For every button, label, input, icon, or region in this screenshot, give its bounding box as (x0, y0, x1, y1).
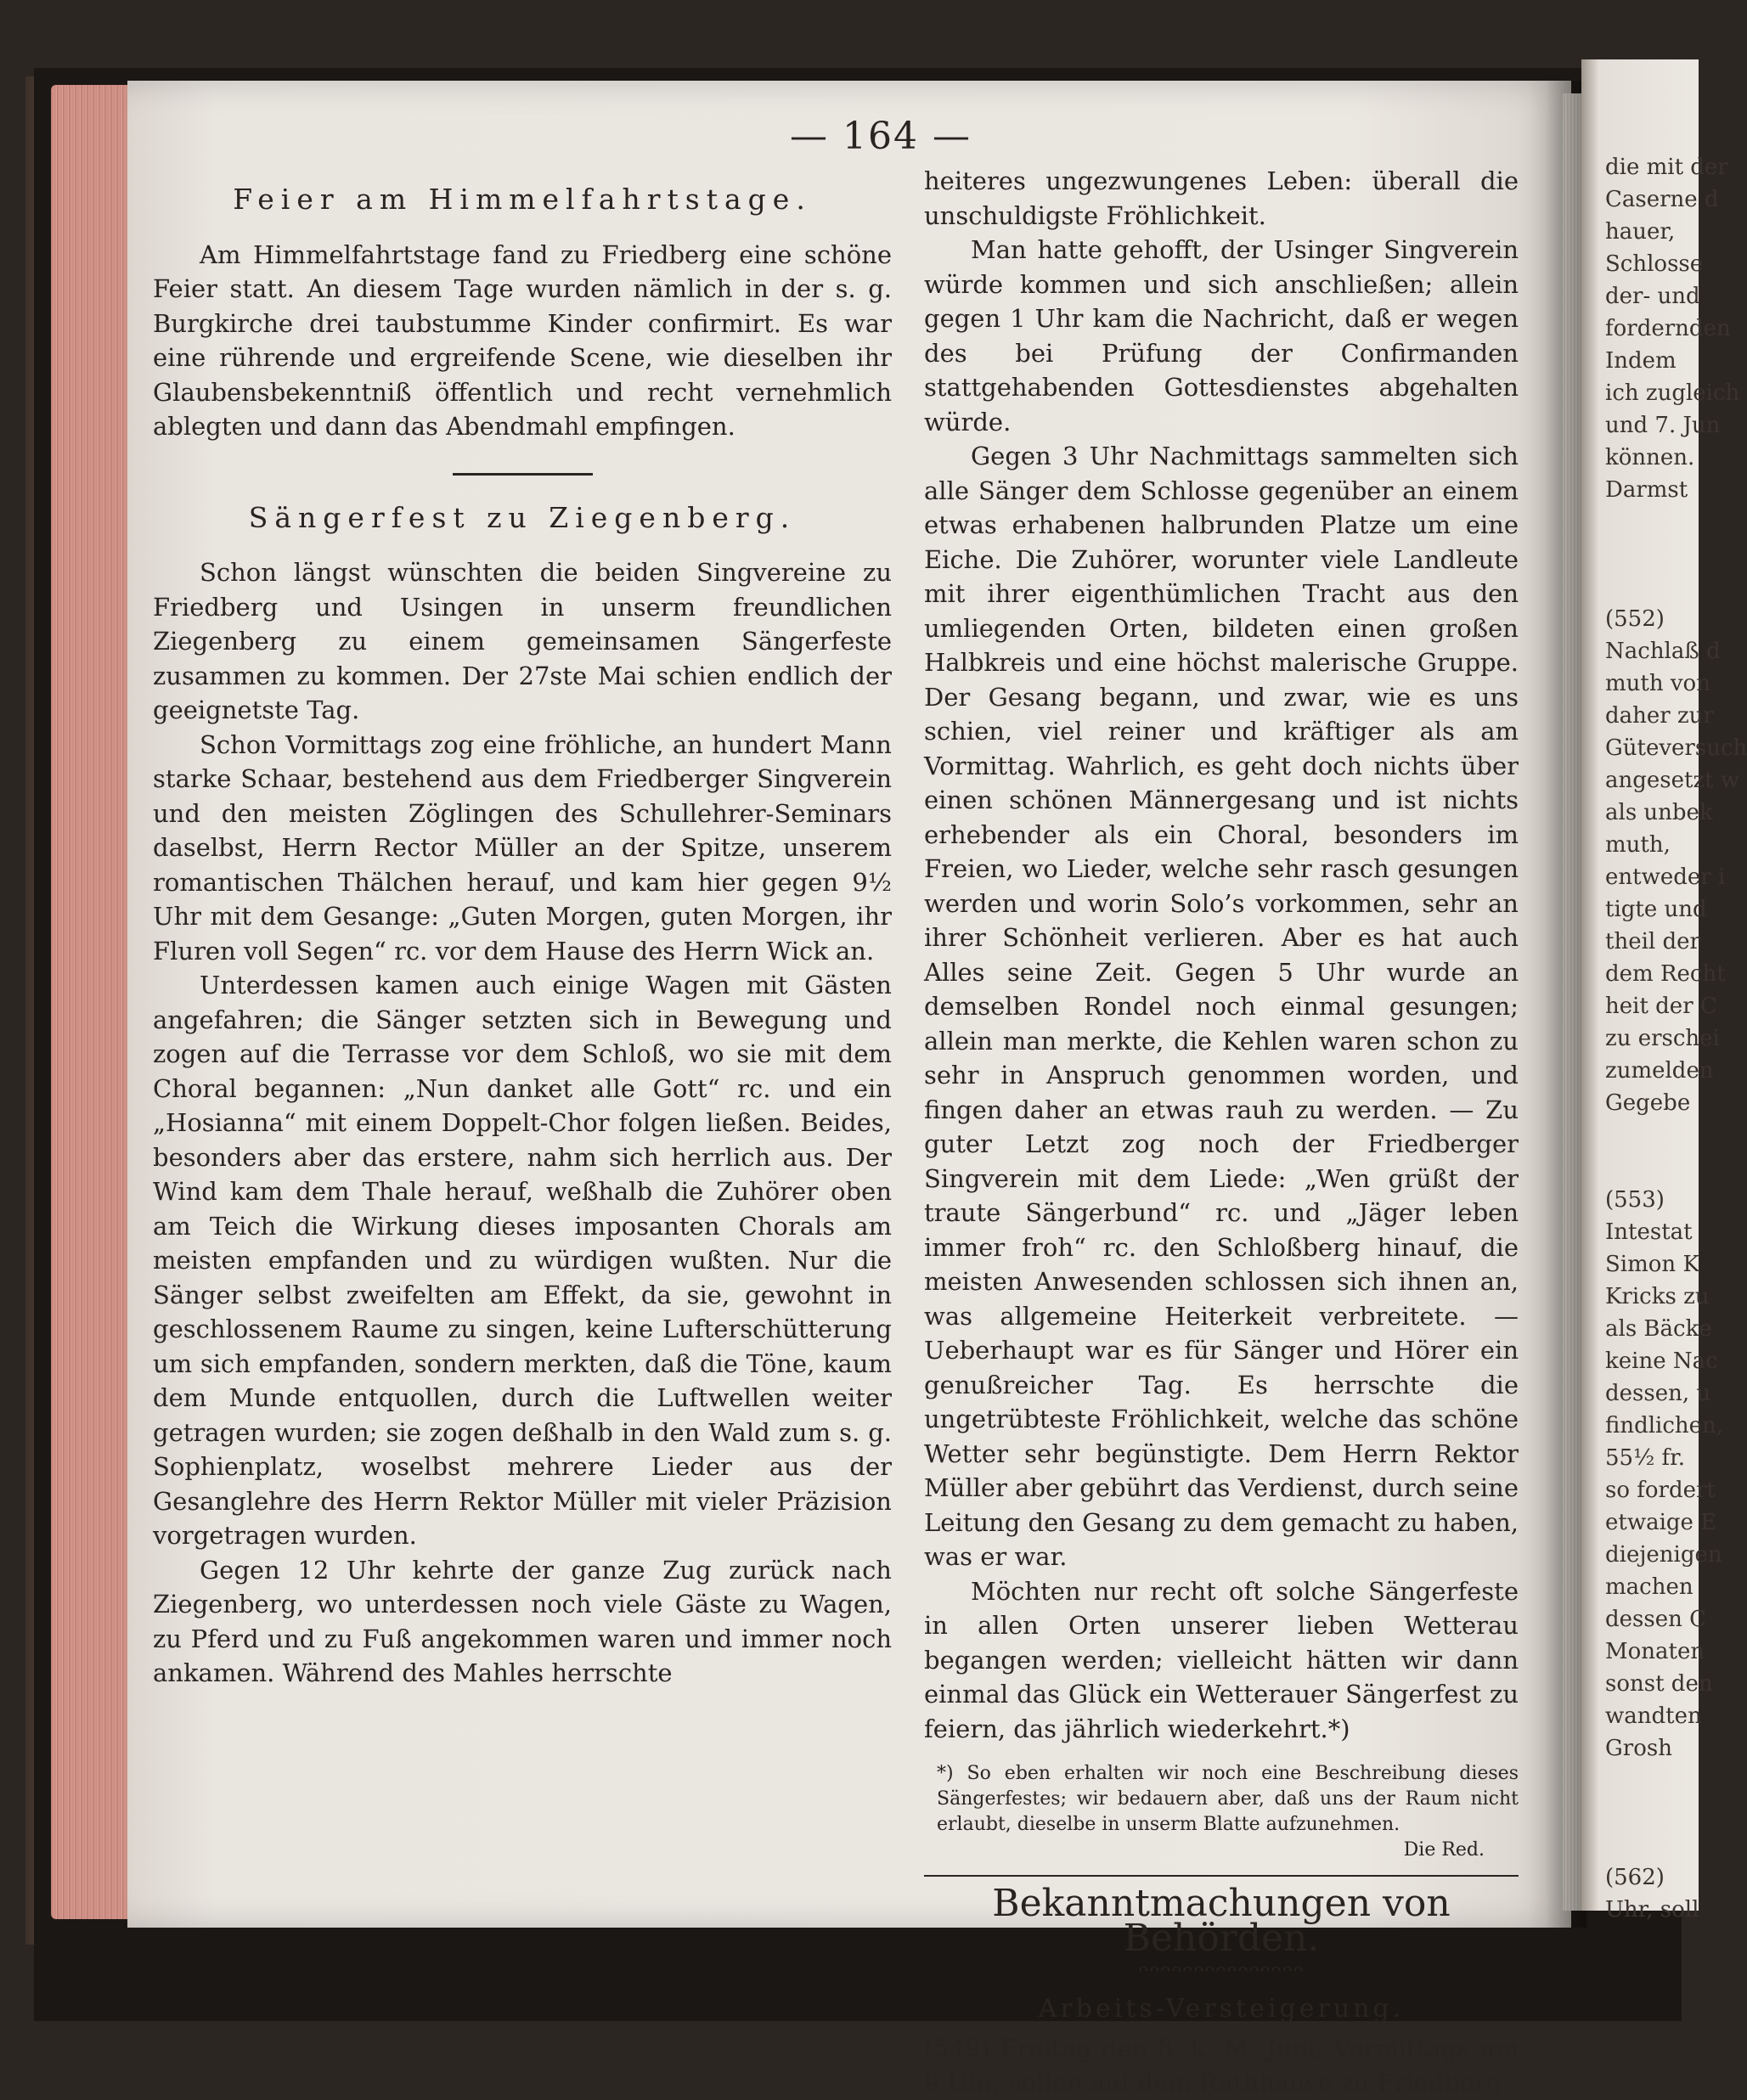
footnote (937, 1761, 1519, 1863)
next-page-fragment: ich zugleich (1605, 380, 1740, 406)
next-page-fragment: wandten (1605, 1703, 1702, 1729)
right-column (924, 164, 1519, 2100)
paragraph: Gegen 3 Uhr Nachmittags sammelten sich alle Sänger dem Schlosse gegenüber an einem etwas erhabenen halbrunden Platze um eine Eiche. Die Zuhörer, worunter viele Landleute mit ihrer eigenthümlichen Tracht aus den umliegenden Orten, bildeten einen großen Halbkreis und eine höchst malerische Gruppe. Der Gesang begann, und zwar, wie es uns schien, viel reiner und kräftiger als am Vormittag. Wahrlich, es geht doch nichts über einen schönen Männergesang und ist nichts erhebender als ein Choral, besonders im Freien, wo Lieder, welche sehr rasch gesungen werden und worin Solo’s vorkommen, sehr an ihrer Schönheit verlieren. Aber es hat auch Alles seine Zeit. Gegen 5 Uhr wurde an demselben Rondel noch einmal gesungen; allein man merkte, die Kehlen waren schon zu sehr in Anspruch genommen worden, und fingen daher an etwas rauh zu werden. — Zu guter Letzt zog noch der Friedberger Singverein mit dem Liede: „Wen grüßt der traute Sängerbund“ rc. und „Jäger leben immer froh“ rc. den Schloßberg hinauf, die meisten Anwesenden schlossen sich ihnen an, was allgemeine Heiterkeit verbreitete. — Ueberhaupt war es für Sänger und Hörer ein genußreicher Tag. Es herrschte die ungetrübteste Fröhlichkeit, welche das schöne Wetter sehr begünstigte. Dem Herrn Rektor Müller aber gebührt das Verdienst, durch seine Leitung den Gesang zu dem gemacht zu haben, was er war. (924, 442, 1519, 1571)
section-title-saengerfest: Sängerfest zu Ziegenberg. (248, 500, 797, 534)
next-page-fragment: etwaige E (1605, 1510, 1717, 1535)
next-page-fragment: der- und (1605, 284, 1700, 309)
next-page-fragment: Kricks zu (1605, 1284, 1710, 1309)
paragraph: heiteres ungezwungenes Leben: überall die unschuldigste Fröhlichkeit. (924, 166, 1519, 230)
paragraph: Möchten nur recht oft solche Sängerfeste in allen Orten unserer lieben Wetterau begangen werden; vielleicht hätten wir dann einmal das Glück ein Wetterauer Sängerfest zu feiern, das jährlich wiederkehrt.*) (924, 1576, 1519, 1743)
notice-text: (549) Freitag den 8. k. M. Juni, Vormittags um 9 Uhr, sollen auf dem Rathhause zu Friedberg (924, 2034, 1519, 2097)
next-page-fragment: muth von (1605, 671, 1710, 696)
paragraph: Man hatte gehofft, der Usinger Singverein würde kommen und sich anschließen; allein gegen 1 Uhr kam die Nachricht, daß er wegen des bei Prüfung der Confirmanden stattgehabenden Gottesdienstes abgehalten würde. (924, 235, 1519, 436)
next-page-fragment: Intestat (1605, 1219, 1693, 1245)
next-page-fragment: findlichen, (1605, 1413, 1724, 1438)
next-page-fragment: so fordert (1605, 1478, 1716, 1503)
next-page-fragment: daher zur (1605, 703, 1714, 729)
next-page-fragment: Monaten (1605, 1639, 1705, 1664)
next-page-fragment: Schlosse (1605, 251, 1704, 277)
gutter-shadow (1546, 81, 1586, 1928)
next-page-fragment: Uhr, soll (1605, 1897, 1699, 1923)
next-page-edge (1581, 59, 1747, 1923)
next-page-fragment: dessen C (1605, 1607, 1707, 1632)
announcements-title: Bekanntmachungen von Behörden. (992, 1882, 1451, 1960)
next-page-fragment: als Bäcke (1605, 1316, 1712, 1342)
next-page-fragment: theil der (1605, 929, 1700, 954)
next-page-fragment: diejenigen (1605, 1542, 1722, 1568)
next-page-fragment: Simon K (1605, 1252, 1699, 1277)
paragraph: Unterdessen kamen auch einige Wagen mit Gästen angefahren; die Sänger setzten sich in Bewegung und zogen auf die Terrasse vor dem Schloß, wo sie mit dem Choral begannen: „Nun danket alle Gott“ rc. und ein „Hosianna“ mit einem Doppelt-Chor folgen ließen. Beides, besonders aber das erstere, nahm sich herrlich aus. Der Wind kam dem Thale herauf, weßhalb die Zuhörer oben am Teich die Wirkung dieses imposanten Chorals am meisten empfanden und zu würdigen wußten. Nur die Sänger selbst zweifelten am Effekt, da sie, gewohnt in geschlossenem Raume zu singen, keine Lufterschütterung um sich empfanden, sondern merkten, daß die Töne, kaum dem Munde entquollen, durch die Luftwellen weiter getragen wurden; sie zogen deßhalb in den Wald zum s. g. Sophienplatz, woselbst mehrere Lieder aus der Gesanglehre des Herrn Rektor Müller mit vieler Präzision vorgetragen wurden. (153, 971, 892, 1550)
next-page-fragment: tigte und (1605, 897, 1707, 922)
next-page-fragment: (562) (1605, 1865, 1665, 1890)
next-page-fragment: Güteversuch (1605, 735, 1747, 761)
paragraph: Schon längst wünschten die beiden Singvereine zu Friedberg und Usingen in unserm freundlichen Ziegenberg zu einem gemeinsamen Sängerfeste zusammen zu kommen. Der 27ste Mai schien endlich der geeignetste Tag. (153, 558, 892, 724)
left-column (153, 174, 892, 1691)
next-page-fragment: zumelden (1605, 1058, 1714, 1084)
footnote-signature: Die Red. (1403, 1839, 1485, 1861)
paragraph: Am Himmelfahrtstage fand zu Friedberg eine schöne Feier statt. An diesem Tage wurden nämlich in der s. g. Burgkirche drei taubstumme Kinder confirmirt. Es war eine rührende und ergreifende Scene, wie dieselben ihr Glaubensbekenntniß öffentlich und recht vernehmlich ablegten und dann das Abendmahl empfingen. (153, 239, 892, 441)
next-page-fragment: können. (1605, 445, 1695, 470)
footnote-text: *) So eben erhalten wir noch eine Beschreibung dieses Sängerfestes; wir bedauern aber, daß uns der Raum nicht erlaubt, dieselbe in unserm Blatte aufzunehmen. (937, 1763, 1519, 1835)
next-page-fragment: (553) (1605, 1187, 1665, 1213)
next-page-fragment: entweder i (1605, 864, 1726, 890)
next-page-fragment: (552) (1605, 606, 1665, 632)
notice-title: Arbeits-Versteigerung. (1038, 1993, 1405, 2024)
next-page-fragment: Gegebe (1605, 1090, 1691, 1116)
next-page-fragment: Caserne d (1605, 187, 1719, 212)
next-page-fragment: zu erschei (1605, 1026, 1720, 1051)
next-page-fragment: heit der C (1605, 994, 1717, 1019)
next-page-fragment: Darmst (1605, 477, 1688, 503)
next-page-fragment: und 7. Jun (1605, 413, 1721, 438)
next-page-fragment: hauer, (1605, 219, 1676, 245)
next-page-fragment: angesetzt w (1605, 768, 1740, 793)
next-page-fragment: keine Nac (1605, 1348, 1718, 1374)
next-page-fragment: sonst den (1605, 1671, 1713, 1697)
next-page-fragment: Grosh (1605, 1736, 1672, 1761)
next-page-fragment: dem Recht (1605, 961, 1726, 987)
section-title-himmelfahrt: Feier am Himmelfahrtstage. (233, 183, 812, 216)
next-page-fragment: machen (1605, 1574, 1693, 1600)
ornament: ᴖᴖᴖᴖᴖᴖᴖᴖᴖᴖᴖᴖᴖᴖᴖ (1138, 1959, 1305, 1979)
next-page-fragment: die mit der (1605, 155, 1728, 180)
next-page-fragment: Indem (1605, 348, 1677, 374)
next-page-fragment: 55½ fr. (1605, 1445, 1686, 1471)
section-divider (453, 473, 593, 476)
next-page-fragment: dessen, u (1605, 1381, 1711, 1406)
paragraph: Gegen 12 Uhr kehrte der ganze Zug zurück nach Ziegenberg, wo unterdessen noch viele Gäste zu Wagen, zu Pferd und zu Fuß angekommen waren und immer noch ankamen. Während des Mahles herrschte (153, 1555, 892, 1687)
paragraph: Schon Vormittags zog eine fröhliche, an hundert Mann starke Schaar, bestehend aus dem Friedberger Singverein und den meisten Zöglingen des Schullehrer-Seminars daselbst, Herrn Rector Müller an der Spitze, unserem romantischen Thälchen herauf, und kam hier gegen 9½ Uhr mit dem Gesange: „Guten Morgen, guten Morgen, ihr Fluren voll Segen“ rc. vor dem Hause des Herrn Wick an. (153, 729, 892, 966)
page-edges (51, 85, 132, 1919)
next-page-fragment: muth, (1605, 832, 1671, 858)
next-page-fragment: fordernden (1605, 316, 1731, 341)
announcement-rule (924, 1875, 1519, 1877)
page-number: — 164 — (790, 115, 972, 158)
next-page-fragment: Nachlaß d (1605, 639, 1721, 664)
next-page-fragment: als unbek (1605, 800, 1713, 825)
